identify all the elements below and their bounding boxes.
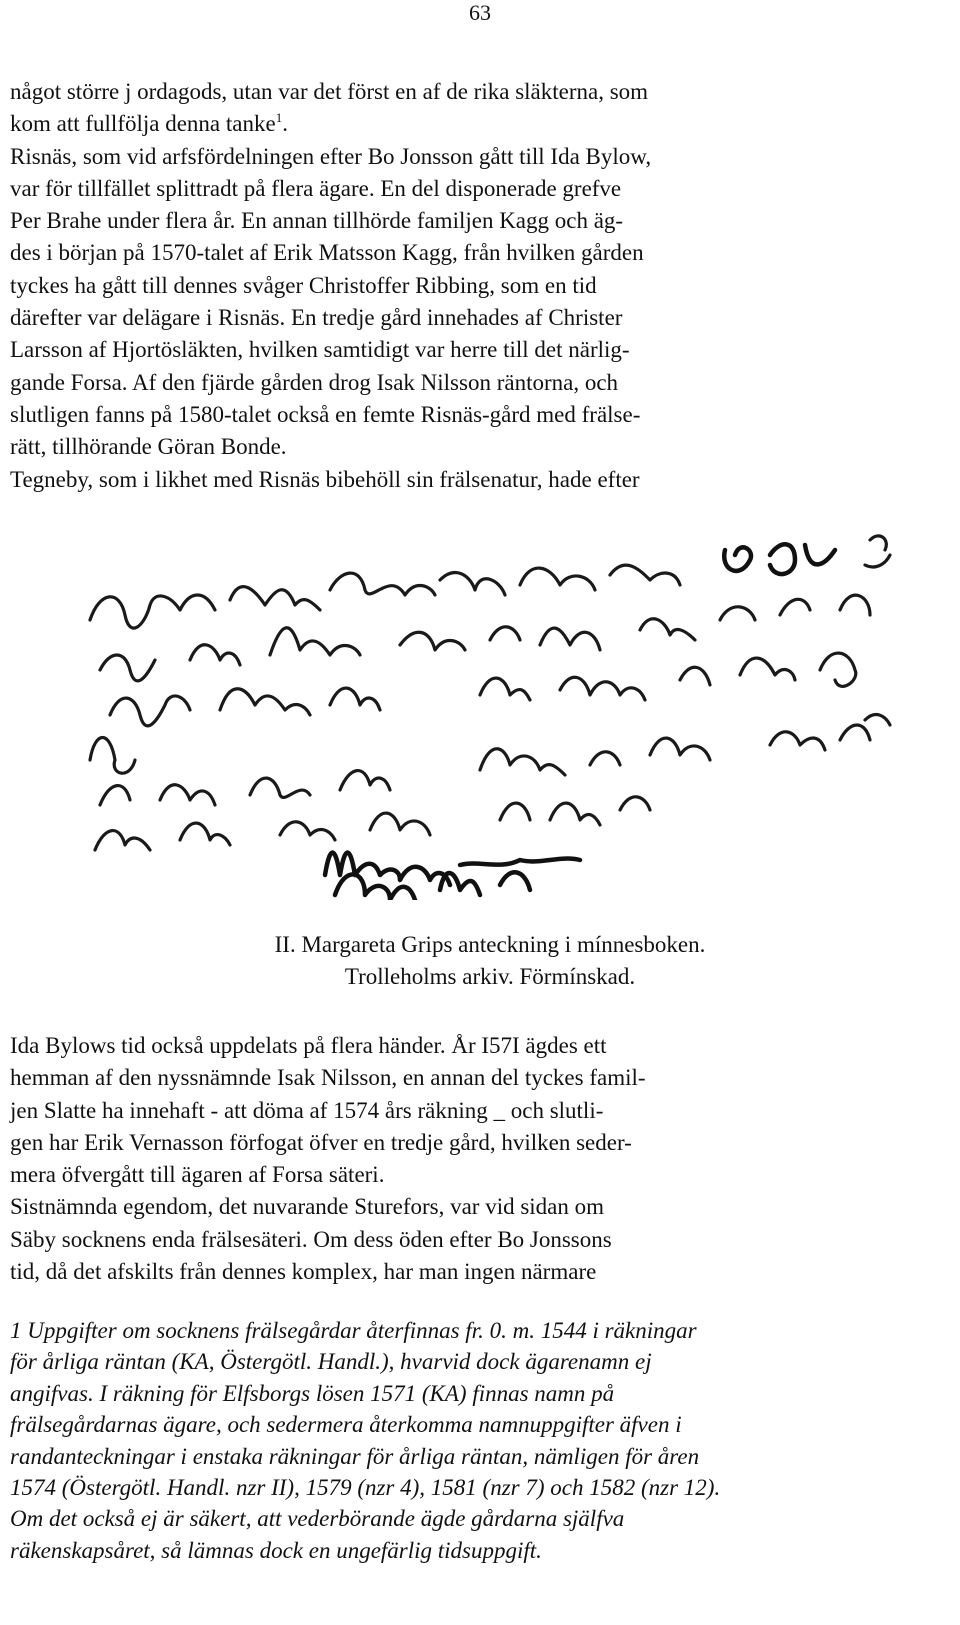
manuscript-image — [80, 530, 910, 900]
text-line: tid, då det afskilts från dennes komplex, har man ingen närmare — [10, 1259, 597, 1285]
page-number: 63 — [469, 0, 491, 25]
footnote-line: 1 Uppgifter om socknens frälsegårdar återfinnas fr. 0. m. 1544 i räkningar — [10, 1318, 697, 1343]
text-line — [10, 108, 940, 140]
figure-caption-source: Trolleholms arkiv. Förmínskad. — [344, 964, 636, 989]
footnote-line: för årliga räntan (KA, Östergötl. Handl.), hvarvid dock ägarenamn ej — [10, 1349, 652, 1375]
footnote-marker: 1 — [275, 110, 283, 126]
text-line: Per Brahe under flera år. En annan tillhörde familjen Kagg och äg- — [10, 208, 624, 234]
text-line: rätt, tillhörande Göran Bonde. — [10, 434, 287, 460]
text-line: Risnäs, som vid arfsfördelningen efter Bo Jonsson gått till Ida Bylow, — [10, 143, 652, 169]
text-line: gande Forsa. Af den fjärde gården drog Isak Nilsson räntorna, och — [10, 369, 619, 395]
text-line: därefter var delägare i Risnäs. En tredje gård innehades af Christer — [10, 305, 623, 331]
text-line: gen har Erik Vernasson förfogat öfver en tredje gård, hvilken seder- — [10, 1129, 632, 1155]
handwriting-illustration — [80, 530, 910, 900]
text-line: slutligen fanns på 1580-talet också en femte Risnäs-gård med frälse- — [10, 401, 641, 427]
text-line: Säby socknens enda frälsesäteri. Om dess öden efter Bo Jonssons — [10, 1226, 612, 1252]
text-line: var för tillfället splittradt på flera ägare. En del disponerade grefve — [10, 175, 622, 201]
text-line: des i början på 1570-talet af Erik Matsson Kagg, från hvilken gården — [10, 240, 644, 266]
text-line: Ida Bylows tid också uppdelats på flera händer. År I57I ägdes ett — [10, 1033, 607, 1058]
footnote-line: 1574 (Östergötl. Handl. nzr II), 1579 (nzr 4), 1581 (nzr 7) och 1582 (nzr 12). — [10, 1474, 721, 1500]
footnote-line: angifvas. I räkning för Elfsborgs lösen 1571 (KA) finnas namn på — [10, 1380, 615, 1406]
footnote-line: Om det också ej är säkert, att vederbörande ägde gårdarna själfva — [10, 1506, 625, 1532]
text-line-content: kom att fullfölja denna tanke — [10, 111, 276, 137]
text-line: något större j ordagods, utan var det först en af de rika släkterna, som — [10, 79, 649, 104]
text-line: jen Slatte ha innehaft - att döma af 1574 års räkning _ och slutli- — [10, 1097, 604, 1123]
text-line: Tegneby, som i likhet med Risnäs bibehöll sin frälsenatur, hade efter — [10, 466, 640, 492]
text-line: Sistnämnda egendom, det nuvarande Sturefors, var vid sidan om — [10, 1194, 605, 1220]
body-text-bottom — [10, 1030, 940, 1288]
figure-caption: II. Margareta Grips anteckning i mínnesboken. — [274, 932, 706, 957]
period: . — [282, 111, 288, 137]
body-text-top — [10, 76, 940, 496]
footnote — [10, 1315, 940, 1566]
text-line: Larsson af Hjortösläkten, hvilken samtidigt var herre till det närlig- — [10, 337, 630, 363]
footnote-line: randanteckningar i enstaka räkningar för årliga räntan, nämligen för åren — [10, 1443, 700, 1469]
footnote-line: räkenskapsåret, så lämnas dock en ungefärlig tidsuppgift. — [10, 1537, 542, 1563]
footnote-line: frälsegårdarnas ägare, och sedermera återkomma namnuppgifter äfven i — [10, 1412, 682, 1438]
text-line: hemman af den nyssnämnde Isak Nilsson, en annan del tyckes famil- — [10, 1065, 646, 1091]
text-line: tyckes ha gått till dennes svåger Christoffer Ribbing, som en tid — [10, 272, 597, 298]
text-line: mera öfvergått till ägaren af Forsa säteri. — [10, 1162, 385, 1188]
